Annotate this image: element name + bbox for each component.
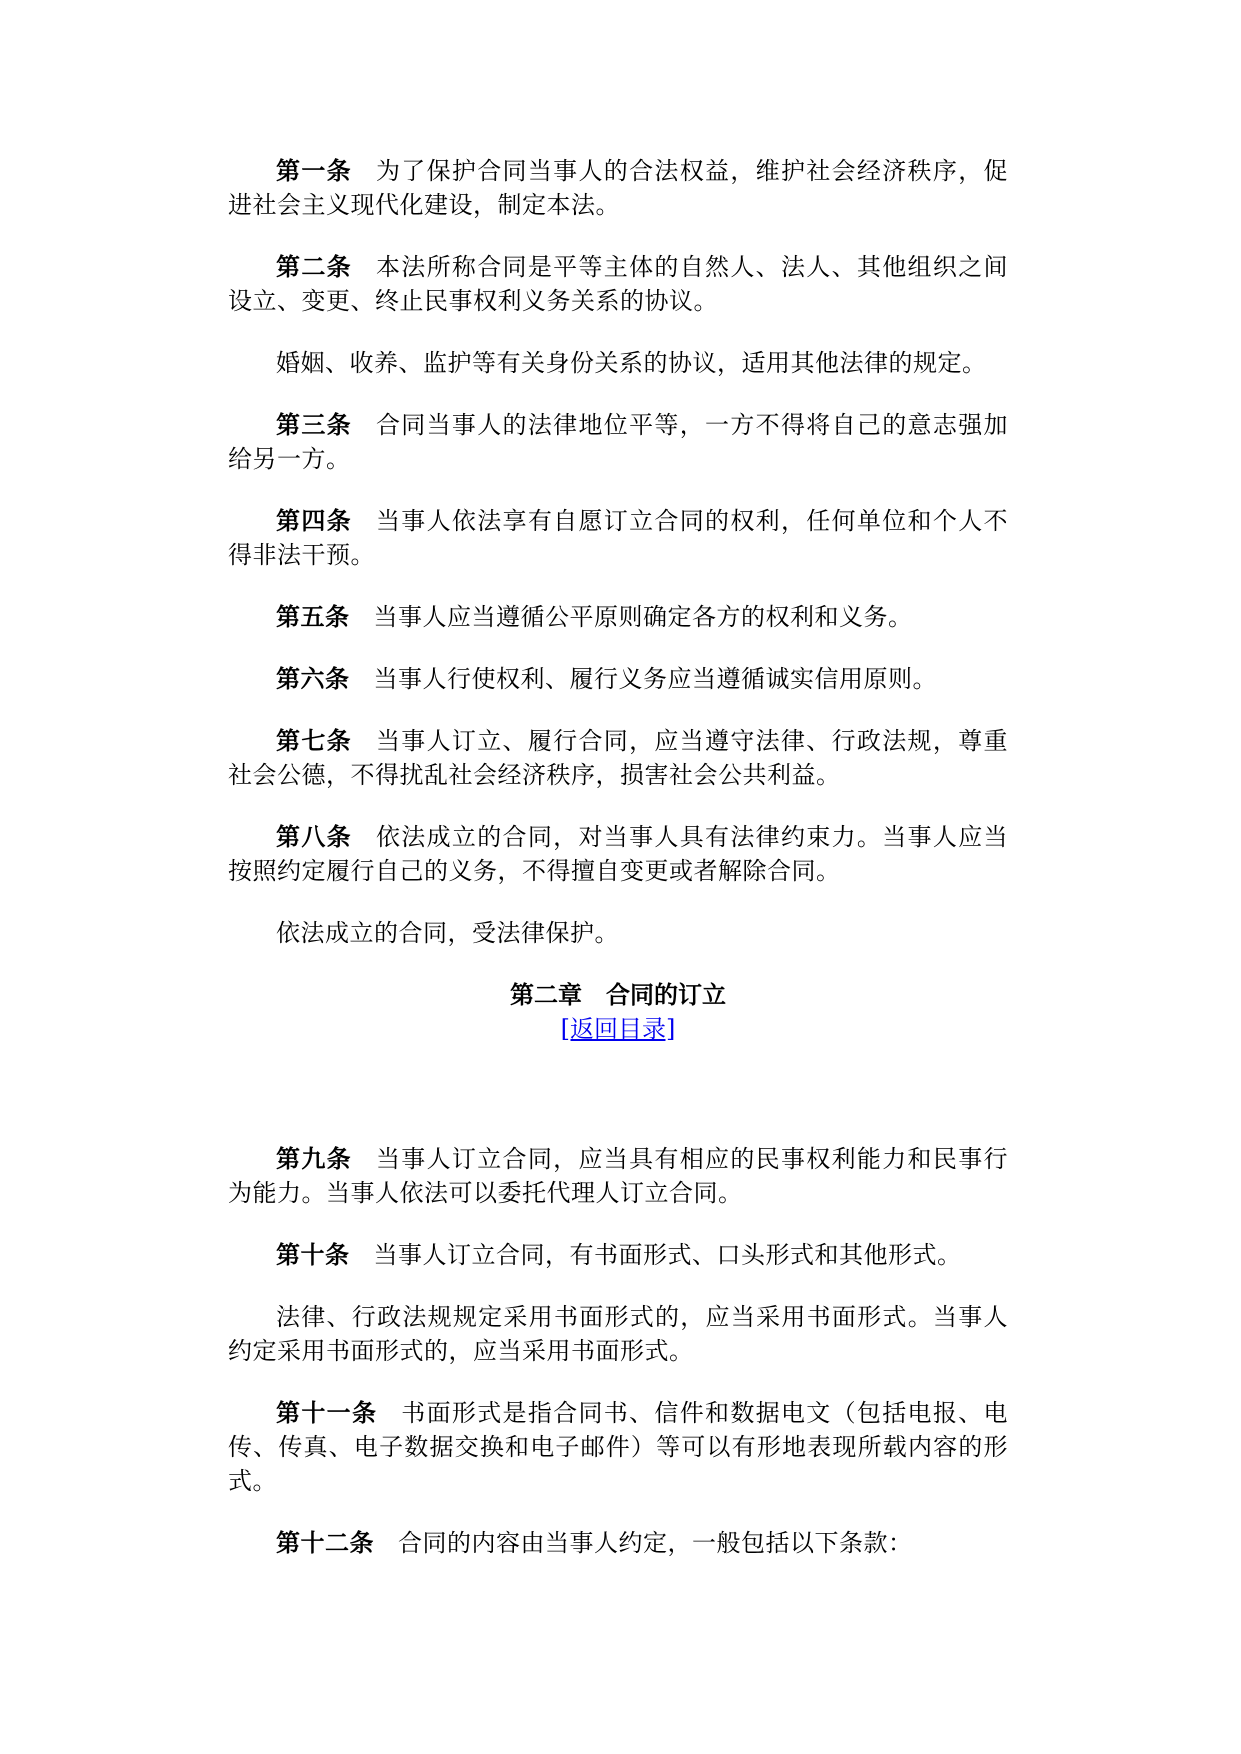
- chapter-title: [228, 978, 1008, 1012]
- article-number: 第三条: [276, 410, 352, 439]
- article-text: 当事人订立合同，有书面形式、口头形式和其他形式。: [373, 1241, 962, 1269]
- article-number: 第十二条: [276, 1528, 374, 1557]
- article-text: 依法成立的合同，受法律保护。: [276, 919, 619, 947]
- article-number: 第五条: [276, 602, 350, 631]
- chapter-heading-block: [228, 978, 1008, 1046]
- article-text: 合同当事人的法律地位平等，一方不得将自己的意志强加给另一方。: [228, 411, 1009, 473]
- article-6: [228, 662, 1008, 696]
- article-12: [228, 1526, 1008, 1560]
- article-text: 当事人订立合同，应当具有相应的民事权利能力和民事行为能力。当事人依法可以委托代理人订立合同。: [228, 1145, 1009, 1207]
- article-number: 第八条: [276, 822, 352, 851]
- article-2-paragraph-2: [228, 346, 1008, 380]
- article-text: 当事人依法享有自愿订立合同的权利，任何单位和个人不得非法干预。: [228, 507, 1009, 569]
- article-number: 第一条: [276, 156, 352, 185]
- article-number: 第十一条: [276, 1398, 378, 1427]
- article-number: 第十条: [276, 1240, 350, 1269]
- article-8: [228, 820, 1008, 888]
- articles-section-2: [228, 1142, 1008, 1560]
- article-3: [228, 408, 1008, 476]
- article-number: 第四条: [276, 506, 352, 535]
- articles-section-1: [228, 154, 1008, 950]
- article-number: 第二条: [276, 252, 352, 281]
- article-10-paragraph-2: [228, 1300, 1008, 1368]
- article-5: [228, 600, 1008, 634]
- article-9: [228, 1142, 1008, 1210]
- article-text: 为了保护合同当事人的合法权益，维护社会经济秩序，促进社会主义现代化建设，制定本法。: [228, 157, 1009, 219]
- article-11: [228, 1396, 1008, 1498]
- return-to-toc-link[interactable]: [返回目录]: [560, 1015, 676, 1043]
- article-text: 法律、行政法规规定采用书面形式的，应当采用书面形式。当事人约定采用书面形式的，应当采用书面形式。: [228, 1303, 1008, 1365]
- article-4: [228, 504, 1008, 572]
- article-7: [228, 724, 1008, 792]
- article-text: 依法成立的合同，对当事人具有法律约束力。当事人应当按照约定履行自己的义务，不得擅自变更或者解除合同。: [228, 823, 1009, 885]
- document-page: [228, 154, 1008, 1588]
- article-text: 当事人应当遵循公平原则确定各方的权利和义务。: [373, 603, 913, 631]
- article-text: 书面形式是指合同书、信件和数据电文（包括电报、电传、传真、电子数据交换和电子邮件）等可以有形地表现所载内容的形式。: [228, 1399, 1009, 1495]
- article-number: 第九条: [276, 1144, 352, 1173]
- article-8-paragraph-2: [228, 916, 1008, 950]
- chapter-name: 合同的订立: [606, 980, 726, 1009]
- article-text: 本法所称合同是平等主体的自然人、法人、其他组织之间设立、变更、终止民事权利义务关系的协议。: [228, 253, 1009, 315]
- article-text: 当事人订立、履行合同，应当遵守法律、行政法规，尊重社会公德，不得扰乱社会经济秩序，损害社会公共利益。: [228, 727, 1009, 789]
- article-2: [228, 250, 1008, 318]
- chapter-number: 第二章: [510, 980, 582, 1009]
- toc-link-line: [228, 1012, 1008, 1046]
- article-number: 第六条: [276, 664, 350, 693]
- article-text: 当事人行使权利、履行义务应当遵循诚实信用原则。: [373, 665, 937, 693]
- article-text: 合同的内容由当事人约定，一般包括以下条款：: [398, 1529, 913, 1557]
- article-1: [228, 154, 1008, 222]
- article-text: 婚姻、收养、监护等有关身份关系的协议，适用其他法律的规定。: [276, 349, 987, 377]
- article-10: [228, 1238, 1008, 1272]
- article-number: 第七条: [276, 726, 352, 755]
